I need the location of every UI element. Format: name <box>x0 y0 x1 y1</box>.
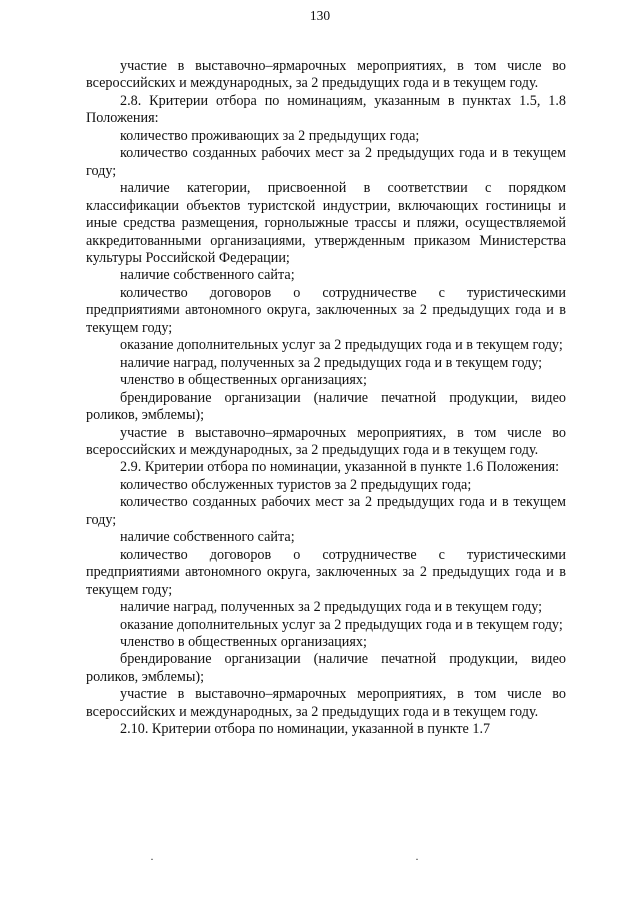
paragraph: наличие наград, полученных за 2 предыдущих года и в текущем году; <box>120 599 543 616</box>
paragraph: наличие собственного сайта; <box>120 267 295 284</box>
paragraph: членство в общественных организациях; <box>120 372 367 389</box>
paragraph: количество обслуженных туристов за 2 предыдущих года; <box>120 476 472 493</box>
paragraph: участие в выставочно–ярмарочных мероприятиях, в том числе во всероссийских и международных, за 2 предыдущих года и в текущем году. <box>86 58 566 92</box>
paragraph: брендирование организации (наличие печатной продукции, видео роликов, эмблемы); <box>86 389 566 424</box>
paragraph: 2.8. Критерии отбора по номинациям, указанным в пунктах 1.5, 1.8 Положения: <box>86 92 566 127</box>
paragraph: оказание дополнительных услуг за 2 предыдущих года и в текущем году; <box>120 337 563 354</box>
paragraph: наличие наград, полученных за 2 предыдущих года и в текущем году; <box>120 354 543 371</box>
paragraph: наличие категории, присвоенной в соответствии с порядком классификации объектов туристской индустрии, включающих гостиницы и иные средства размещения, горнолыжные трассы и пляжи, осуществляемой аккредитованными организациями, утвержденным приказом Министерства культуры Российской Федерации; <box>86 180 566 266</box>
paragraph: оказание дополнительных услуг за 2 предыдущих года и в текущем году; <box>120 616 563 633</box>
paragraph: количество созданных рабочих мест за 2 предыдущих года и в текущем году; <box>86 494 566 528</box>
document-body <box>86 58 566 739</box>
paragraph: количество созданных рабочих мест за 2 предыдущих года и в текущем году; <box>86 145 566 179</box>
scan-speck: · <box>415 852 419 866</box>
paragraph: членство в общественных организациях; <box>120 633 367 650</box>
paragraph: 2.10. Критерии отбора по номинации, указанной в пункте 1.7 <box>120 721 491 738</box>
paragraph: брендирование организации (наличие печатной продукции, видео роликов, эмблемы); <box>86 651 566 685</box>
paragraph: количество проживающих за 2 предыдущих года; <box>120 127 420 144</box>
paragraph: наличие собственного сайта; <box>120 529 295 546</box>
paragraph: количество договоров о сотрудничестве с туристическими предприятиями автономного округа, заключенных за 2 предыдущих года и в текущем году; <box>86 546 566 598</box>
paragraph: участие в выставочно–ярмарочных мероприятиях, в том числе во всероссийских и международных, за 2 предыдущих года и в текущем году. <box>86 424 566 458</box>
paragraph: количество договоров о сотрудничестве с туристическими предприятиями автономного округа, заключенных за 2 предыдущих года и в текущем году; <box>86 284 566 336</box>
scan-speck: · <box>150 852 154 866</box>
page-number: 130 <box>309 8 331 23</box>
paragraph: 2.9. Критерии отбора по номинации, указанной в пункте 1.6 Положения: <box>120 459 560 476</box>
paragraph: участие в выставочно–ярмарочных мероприятиях, в том числе во всероссийских и международных, за 2 предыдущих года и в текущем году. <box>86 686 566 720</box>
